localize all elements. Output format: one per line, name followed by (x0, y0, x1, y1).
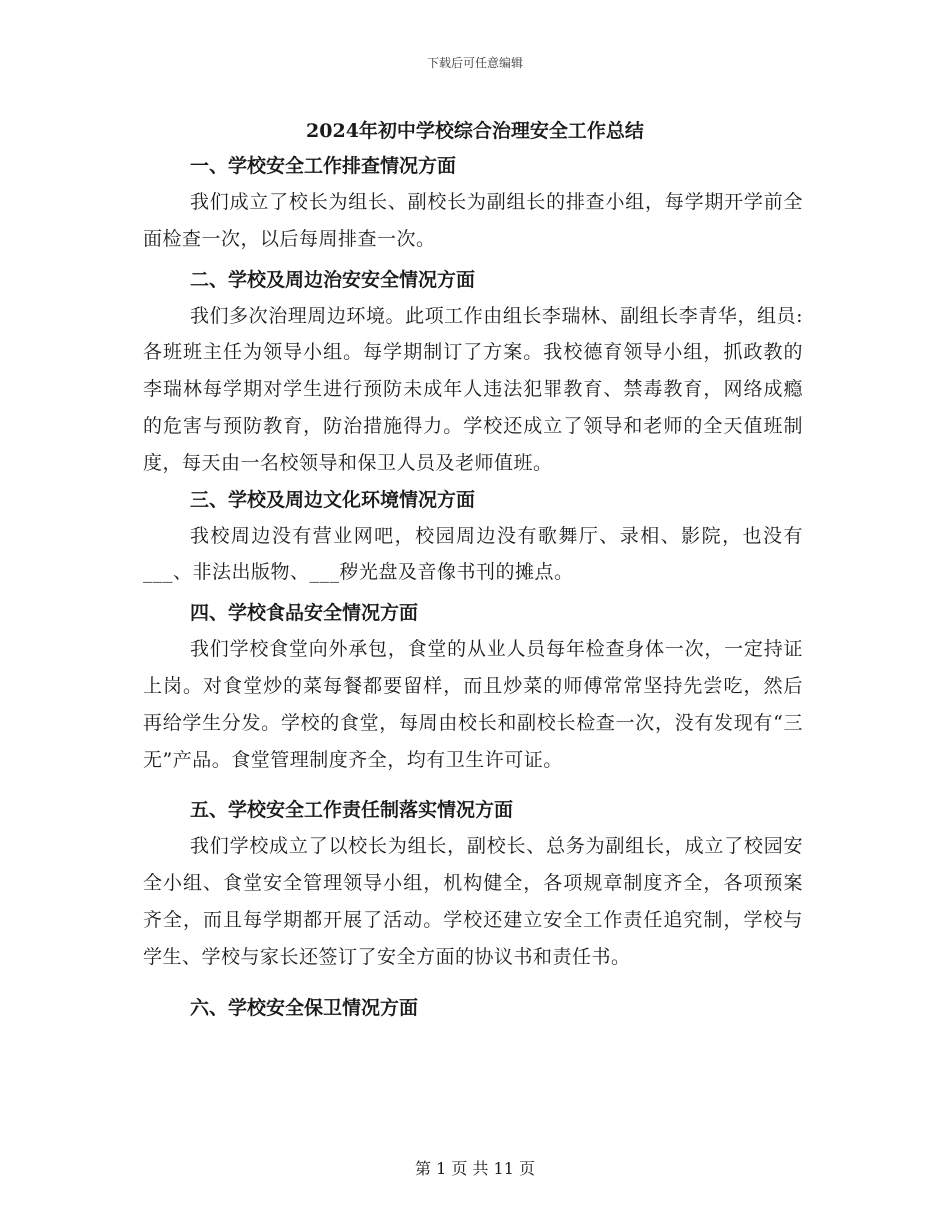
document-title: 2024年初中学校综合治理安全工作总结 (306, 120, 644, 142)
section-heading-4: 四、学校食品安全情况方面 (190, 602, 419, 625)
header-note: 下载后可任意编辑 (426, 56, 523, 70)
section-paragraph-5: 我们学校成立了以校长为组长，副校长、总务为副组长，成立了校园安全小组、食堂安全管理领导小组，机构健全，各项规章制度齐全，各项预案齐全，而且每学期都开展了活动。学校还建立安全工作责任追究制，学校与学生、学校与家长还签订了安全方面的协议书和责任书。 (143, 835, 803, 968)
section-paragraph-1: 我们成立了校长为组长、副校长为副组长的排查小组，每学期开学前全面检查一次，以后每周排查一次。 (143, 191, 803, 250)
section-heading-5: 五、学校安全工作责任制落实情况方面 (190, 799, 514, 822)
section-paragraph-4: 我们学校食堂向外承包，食堂的从业人员每年检查身体一次，一定持证上岗。对食堂炒的菜每餐都要留样，而且炒菜的师傅常常坚持先尝吃，然后再给学生分发。学校的食堂，每周由校长和副校长检查一次，没有发现有“三无”产品。食堂管理制度齐全，均有卫生许可证。 (143, 638, 803, 771)
section-paragraph-2: 我们多次治理周边环境。此项工作由组长李瑞林、副组长李青华，组员:各班班主任为领导小组。每学期制订了方案。我校德育领导小组，抓政教的李瑞林每学期对学生进行预防未成年人违法犯罪教育、禁毒教育，网络成瘾的危害与预防教育，防治措施得力。学校还成立了领导和老师的全天值班制度，每天由一名校领导和保卫人员及老师值班。 (143, 304, 803, 474)
section-heading-3: 三、学校及周边文化环境情况方面 (190, 488, 476, 511)
section-paragraph-3: 我校周边没有营业网吧，校园周边没有歌舞厅、录相、影院，也没有___、非法出版物、___秽光盘及音像书刊的摊点。 (143, 524, 803, 584)
document-body (143, 148, 803, 1026)
page-footer: 第 1 页 共 11 页 (415, 1159, 535, 1178)
section-heading-6: 六、学校安全保卫情况方面 (190, 996, 419, 1019)
section-heading-1: 一、学校安全工作排查情况方面 (190, 155, 457, 177)
section-heading-2: 二、学校及周边治安安全情况方面 (190, 268, 476, 291)
